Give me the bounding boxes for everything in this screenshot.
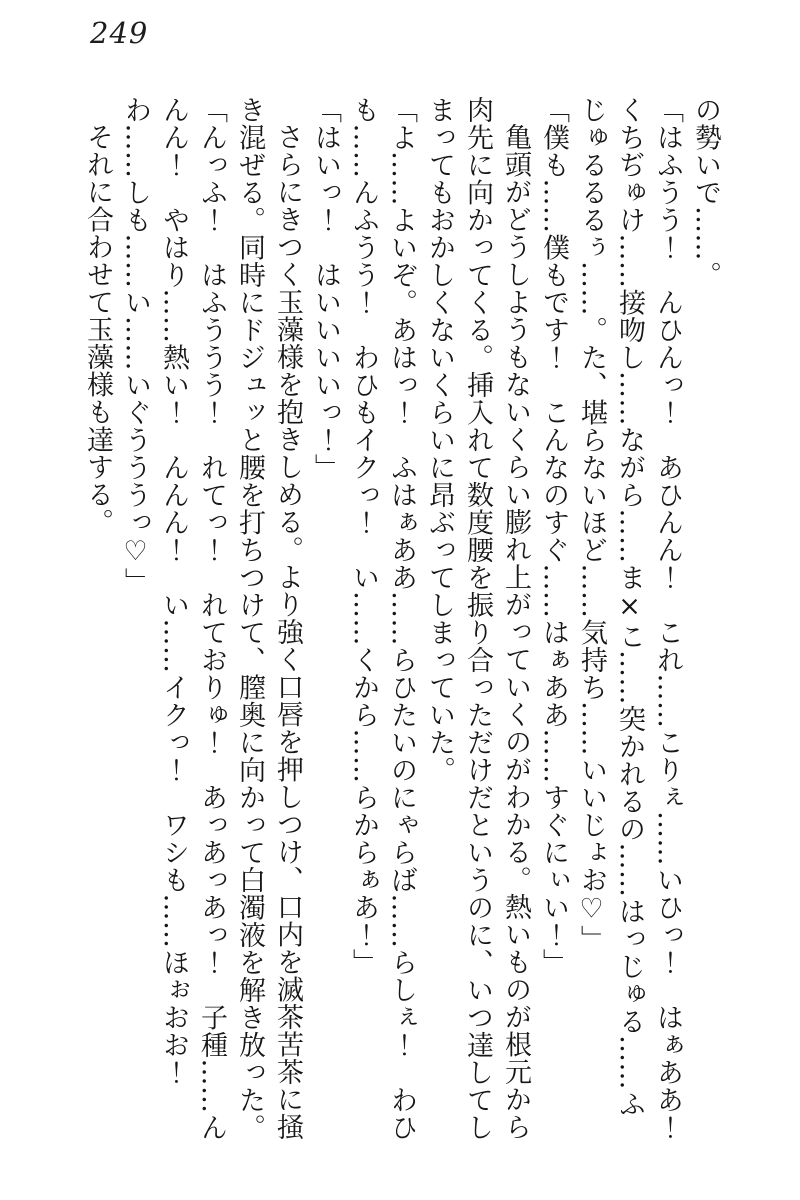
paragraph-1: の勢いで……。 (690, 96, 721, 289)
paragraph-3: 「僕も……僕もです！ こんなのすぐ……はぁああ……すぐにぃい！」 (538, 96, 569, 976)
paragraph-2: 「はふうう！ んひんっ！ あひんん！ これ……こりぇ……いひっ！ はぁああ！くちぢゅけ……接吻し……ながら……ま×こ……突かれるの……はっじゅる……ふじゅるるるぅ……。た、堪らないほど……気持ち……いいじょお♡」 (576, 96, 683, 1141)
paragraph-8: 「んっふ！ はふううう！ れてっ！ れておりゅ！ あっあっあっ！ 子種……んんん！ やはり……熱い！ んんん！ い……イクっ！ ワシも……ほぉおお！ わ……しも……い……いぐうううっ♡」 (120, 96, 227, 1141)
paragraph-7: さらにきつく玉藻様を抱きしめる。より強く口唇を押しつけ、口内を滅茶苦茶に掻き混ぜる。同時にドジュッと腰を打ちつけて、膣奥に向かって白濁液を解き放った。 (234, 96, 303, 1141)
paragraph-4: 亀頭がどうしようもないくらい膨れ上がっていくのがわかる。熱いものが根元から肉先に向かってくる。挿入れて数度腰を振り合っただけだというのに、いつ達してしまってもおかしくないくらいに昂ぶってしまっていた。 (424, 96, 531, 1141)
paragraph-5: 「よ……よいぞ。あはっ！ ふはぁああ……らひたいのにゃらば……らしぇ！ わひも……んふうう！ わひもイクっ！ い……くから……らからぁあ！」 (348, 96, 417, 1141)
paragraph-6: 「はいっ！ はいいいいっ！」 (310, 96, 341, 481)
paragraph-9: それに合わせて玉藻様も達する。 (82, 123, 113, 536)
vertical-text-block (78, 96, 724, 1142)
page-number: 249 (90, 16, 149, 50)
